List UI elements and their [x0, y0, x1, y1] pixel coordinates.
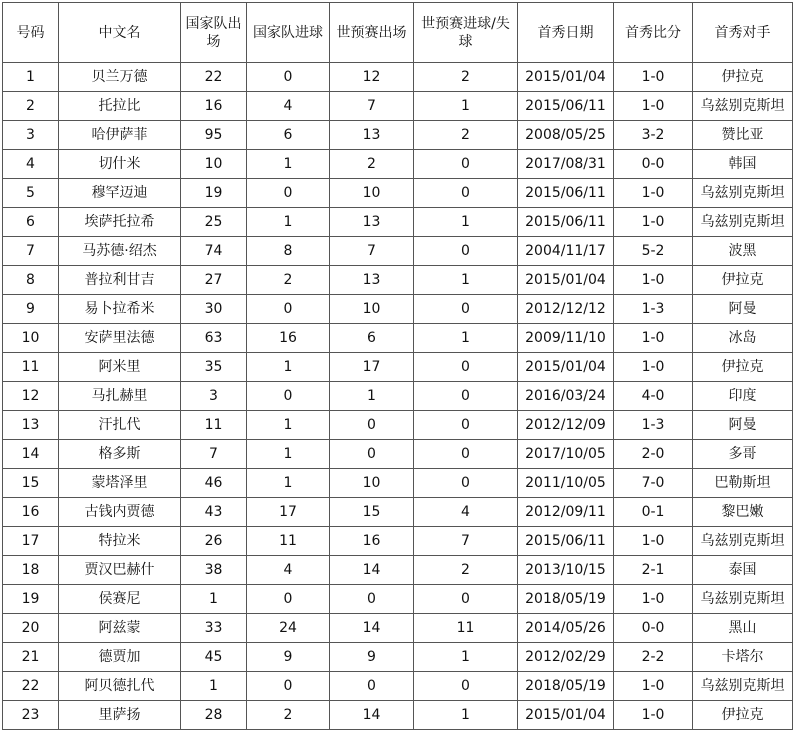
col-name-header: 中文名 — [59, 3, 181, 63]
debut-score: 1-3 — [614, 411, 693, 440]
national-caps: 74 — [181, 237, 247, 266]
debut-opponent: 印度 — [693, 382, 793, 411]
player-number: 18 — [3, 556, 59, 585]
debut-opponent: 乌兹别克斯坦 — [693, 672, 793, 701]
debut-opponent: 乌兹别克斯坦 — [693, 208, 793, 237]
wcq-goals: 0 — [414, 411, 518, 440]
debut-score: 1-0 — [614, 208, 693, 237]
debut-opponent: 阿曼 — [693, 295, 793, 324]
player-number: 9 — [3, 295, 59, 324]
national-caps: 19 — [181, 179, 247, 208]
debut-date: 2016/03/24 — [518, 382, 614, 411]
table-row — [3, 614, 793, 643]
debut-opponent: 黎巴嫩 — [693, 498, 793, 527]
wcq-caps: 1 — [330, 382, 414, 411]
debut-score: 1-0 — [614, 672, 693, 701]
wcq-goals: 0 — [414, 672, 518, 701]
debut-score: 1-3 — [614, 295, 693, 324]
player-name: 特拉米 — [59, 527, 181, 556]
player-name: 阿贝德扎代 — [59, 672, 181, 701]
debut-date: 2015/01/04 — [518, 353, 614, 382]
table-body — [3, 63, 793, 730]
national-goals: 1 — [247, 411, 330, 440]
debut-date: 2015/06/11 — [518, 208, 614, 237]
table-row — [3, 701, 793, 730]
national-goals: 1 — [247, 353, 330, 382]
debut-score: 1-0 — [614, 266, 693, 295]
player-number: 2 — [3, 92, 59, 121]
player-name: 汗扎代 — [59, 411, 181, 440]
wcq-goals: 0 — [414, 237, 518, 266]
player-name: 马苏德·绍杰 — [59, 237, 181, 266]
wcq-goals: 1 — [414, 324, 518, 353]
player-name: 易卜拉希米 — [59, 295, 181, 324]
debut-date: 2012/02/29 — [518, 643, 614, 672]
table-row — [3, 440, 793, 469]
debut-score: 0-1 — [614, 498, 693, 527]
wcq-caps: 7 — [330, 92, 414, 121]
player-name: 普拉利甘吉 — [59, 266, 181, 295]
debut-date: 2015/01/04 — [518, 266, 614, 295]
wcq-goals: 0 — [414, 382, 518, 411]
table-row — [3, 324, 793, 353]
national-caps: 95 — [181, 121, 247, 150]
wcq-caps: 6 — [330, 324, 414, 353]
debut-score: 1-0 — [614, 585, 693, 614]
national-caps: 16 — [181, 92, 247, 121]
player-name: 托拉比 — [59, 92, 181, 121]
national-goals: 8 — [247, 237, 330, 266]
debut-date: 2018/05/19 — [518, 672, 614, 701]
national-caps: 22 — [181, 63, 247, 92]
debut-score: 4-0 — [614, 382, 693, 411]
table-row — [3, 150, 793, 179]
wcq-caps: 13 — [330, 266, 414, 295]
player-number: 10 — [3, 324, 59, 353]
table-row — [3, 556, 793, 585]
national-caps: 30 — [181, 295, 247, 324]
wcq-goals: 0 — [414, 353, 518, 382]
wcq-caps: 14 — [330, 556, 414, 585]
table-row — [3, 469, 793, 498]
national-goals: 6 — [247, 121, 330, 150]
debut-date: 2017/10/05 — [518, 440, 614, 469]
national-goals: 17 — [247, 498, 330, 527]
national-caps: 45 — [181, 643, 247, 672]
debut-opponent: 乌兹别克斯坦 — [693, 585, 793, 614]
player-number: 20 — [3, 614, 59, 643]
debut-date: 2015/01/04 — [518, 701, 614, 730]
national-goals: 0 — [247, 179, 330, 208]
national-goals: 1 — [247, 208, 330, 237]
national-caps: 33 — [181, 614, 247, 643]
wcq-caps: 9 — [330, 643, 414, 672]
national-goals: 4 — [247, 556, 330, 585]
player-name: 蒙塔泽里 — [59, 469, 181, 498]
national-caps: 63 — [181, 324, 247, 353]
wcq-caps: 15 — [330, 498, 414, 527]
player-name: 贝兰万德 — [59, 63, 181, 92]
col-wcq-goals-header: 世预赛进球/失球 — [414, 3, 518, 63]
national-goals: 24 — [247, 614, 330, 643]
debut-date: 2012/12/12 — [518, 295, 614, 324]
debut-opponent: 韩国 — [693, 150, 793, 179]
debut-score: 2-1 — [614, 556, 693, 585]
debut-score: 2-2 — [614, 643, 693, 672]
debut-opponent: 乌兹别克斯坦 — [693, 92, 793, 121]
wcq-caps: 0 — [330, 411, 414, 440]
debut-score: 1-0 — [614, 701, 693, 730]
national-caps: 1 — [181, 672, 247, 701]
national-goals: 0 — [247, 672, 330, 701]
player-number: 3 — [3, 121, 59, 150]
table-row — [3, 672, 793, 701]
table-row — [3, 121, 793, 150]
player-number: 6 — [3, 208, 59, 237]
wcq-goals: 11 — [414, 614, 518, 643]
col-goals-header: 国家队进球 — [247, 3, 330, 63]
national-goals: 2 — [247, 701, 330, 730]
player-number: 15 — [3, 469, 59, 498]
wcq-caps: 0 — [330, 672, 414, 701]
wcq-goals: 0 — [414, 179, 518, 208]
table-row — [3, 92, 793, 121]
wcq-goals: 1 — [414, 266, 518, 295]
national-caps: 27 — [181, 266, 247, 295]
wcq-goals: 0 — [414, 440, 518, 469]
national-caps: 1 — [181, 585, 247, 614]
wcq-caps: 7 — [330, 237, 414, 266]
table-row — [3, 585, 793, 614]
debut-score: 1-0 — [614, 179, 693, 208]
table-row — [3, 179, 793, 208]
national-caps: 26 — [181, 527, 247, 556]
col-wcq-caps-header: 世预赛出场 — [330, 3, 414, 63]
national-goals: 1 — [247, 150, 330, 179]
player-number: 19 — [3, 585, 59, 614]
wcq-goals: 2 — [414, 63, 518, 92]
wcq-goals: 1 — [414, 208, 518, 237]
debut-date: 2018/05/19 — [518, 585, 614, 614]
col-debut-date-header: 首秀日期 — [518, 3, 614, 63]
player-name: 埃萨托拉希 — [59, 208, 181, 237]
player-number: 7 — [3, 237, 59, 266]
national-caps: 10 — [181, 150, 247, 179]
debut-score: 5-2 — [614, 237, 693, 266]
wcq-goals: 0 — [414, 150, 518, 179]
national-caps: 43 — [181, 498, 247, 527]
national-caps: 35 — [181, 353, 247, 382]
col-caps-header: 国家队出场 — [181, 3, 247, 63]
player-name: 哈伊萨菲 — [59, 121, 181, 150]
player-name: 侯赛尼 — [59, 585, 181, 614]
wcq-caps: 13 — [330, 208, 414, 237]
player-number: 5 — [3, 179, 59, 208]
debut-score: 1-0 — [614, 353, 693, 382]
wcq-caps: 16 — [330, 527, 414, 556]
player-name: 古钱内贾德 — [59, 498, 181, 527]
debut-score: 1-0 — [614, 92, 693, 121]
player-number: 12 — [3, 382, 59, 411]
wcq-goals: 1 — [414, 643, 518, 672]
national-goals: 1 — [247, 440, 330, 469]
debut-date: 2013/10/15 — [518, 556, 614, 585]
player-name: 格多斯 — [59, 440, 181, 469]
table-row — [3, 411, 793, 440]
table-row — [3, 498, 793, 527]
wcq-goals: 2 — [414, 121, 518, 150]
wcq-caps: 17 — [330, 353, 414, 382]
national-goals: 0 — [247, 382, 330, 411]
debut-date: 2015/01/04 — [518, 63, 614, 92]
debut-date: 2011/10/05 — [518, 469, 614, 498]
debut-date: 2008/05/25 — [518, 121, 614, 150]
debut-opponent: 波黑 — [693, 237, 793, 266]
table-row — [3, 643, 793, 672]
national-goals: 1 — [247, 469, 330, 498]
player-number: 14 — [3, 440, 59, 469]
national-caps: 46 — [181, 469, 247, 498]
wcq-caps: 14 — [330, 614, 414, 643]
national-caps: 11 — [181, 411, 247, 440]
wcq-caps: 13 — [330, 121, 414, 150]
wcq-goals: 1 — [414, 92, 518, 121]
debut-date: 2017/08/31 — [518, 150, 614, 179]
debut-score: 1-0 — [614, 527, 693, 556]
player-name: 马扎赫里 — [59, 382, 181, 411]
col-number-header: 号码 — [3, 3, 59, 63]
player-number: 11 — [3, 353, 59, 382]
player-number: 21 — [3, 643, 59, 672]
national-goals: 0 — [247, 585, 330, 614]
roster-table — [2, 2, 793, 730]
table-row — [3, 353, 793, 382]
wcq-caps: 10 — [330, 179, 414, 208]
player-name: 贾汉巴赫什 — [59, 556, 181, 585]
debut-score: 1-0 — [614, 63, 693, 92]
player-name: 安萨里法德 — [59, 324, 181, 353]
national-goals: 0 — [247, 63, 330, 92]
debut-opponent: 泰国 — [693, 556, 793, 585]
player-name: 阿兹蒙 — [59, 614, 181, 643]
debut-date: 2015/06/11 — [518, 179, 614, 208]
debut-opponent: 冰岛 — [693, 324, 793, 353]
wcq-goals: 4 — [414, 498, 518, 527]
national-caps: 7 — [181, 440, 247, 469]
debut-score: 2-0 — [614, 440, 693, 469]
national-goals: 11 — [247, 527, 330, 556]
national-caps: 38 — [181, 556, 247, 585]
wcq-caps: 10 — [330, 469, 414, 498]
debut-score: 0-0 — [614, 150, 693, 179]
debut-opponent: 多哥 — [693, 440, 793, 469]
debut-date: 2004/11/17 — [518, 237, 614, 266]
debut-date: 2012/12/09 — [518, 411, 614, 440]
debut-score: 3-2 — [614, 121, 693, 150]
table-row — [3, 208, 793, 237]
table-header — [3, 3, 793, 63]
wcq-caps: 2 — [330, 150, 414, 179]
national-caps: 25 — [181, 208, 247, 237]
player-name: 切什米 — [59, 150, 181, 179]
national-goals: 4 — [247, 92, 330, 121]
player-number: 22 — [3, 672, 59, 701]
national-caps: 3 — [181, 382, 247, 411]
debut-opponent: 巴勒斯坦 — [693, 469, 793, 498]
table-row — [3, 527, 793, 556]
player-number: 16 — [3, 498, 59, 527]
national-goals: 0 — [247, 295, 330, 324]
debut-score: 7-0 — [614, 469, 693, 498]
debut-opponent: 伊拉克 — [693, 701, 793, 730]
player-name: 德贾加 — [59, 643, 181, 672]
table-row — [3, 63, 793, 92]
wcq-goals: 2 — [414, 556, 518, 585]
debut-date: 2009/11/10 — [518, 324, 614, 353]
wcq-caps: 10 — [330, 295, 414, 324]
debut-date: 2015/06/11 — [518, 527, 614, 556]
wcq-caps: 0 — [330, 440, 414, 469]
debut-opponent: 阿曼 — [693, 411, 793, 440]
player-number: 8 — [3, 266, 59, 295]
player-name: 穆罕迈迪 — [59, 179, 181, 208]
debut-opponent: 黑山 — [693, 614, 793, 643]
debut-score: 0-0 — [614, 614, 693, 643]
debut-opponent: 伊拉克 — [693, 353, 793, 382]
player-number: 13 — [3, 411, 59, 440]
wcq-caps: 14 — [330, 701, 414, 730]
player-number: 17 — [3, 527, 59, 556]
debut-opponent: 赞比亚 — [693, 121, 793, 150]
table-row — [3, 382, 793, 411]
col-debut-score-header: 首秀比分 — [614, 3, 693, 63]
player-name: 里萨扬 — [59, 701, 181, 730]
player-name: 阿米里 — [59, 353, 181, 382]
national-goals: 16 — [247, 324, 330, 353]
table-row — [3, 295, 793, 324]
player-number: 23 — [3, 701, 59, 730]
wcq-goals: 0 — [414, 295, 518, 324]
table-row — [3, 237, 793, 266]
wcq-goals: 1 — [414, 701, 518, 730]
wcq-goals: 7 — [414, 527, 518, 556]
header-row — [3, 3, 793, 63]
wcq-caps: 12 — [330, 63, 414, 92]
player-number: 4 — [3, 150, 59, 179]
col-debut-opponent-header: 首秀对手 — [693, 3, 793, 63]
debut-opponent: 伊拉克 — [693, 63, 793, 92]
debut-date: 2014/05/26 — [518, 614, 614, 643]
debut-score: 1-0 — [614, 324, 693, 353]
debut-opponent: 卡塔尔 — [693, 643, 793, 672]
debut-opponent: 伊拉克 — [693, 266, 793, 295]
debut-opponent: 乌兹别克斯坦 — [693, 527, 793, 556]
debut-date: 2012/09/11 — [518, 498, 614, 527]
table-row — [3, 266, 793, 295]
national-goals: 2 — [247, 266, 330, 295]
debut-opponent: 乌兹别克斯坦 — [693, 179, 793, 208]
wcq-goals: 0 — [414, 585, 518, 614]
wcq-goals: 0 — [414, 469, 518, 498]
national-goals: 9 — [247, 643, 330, 672]
national-caps: 28 — [181, 701, 247, 730]
debut-date: 2015/06/11 — [518, 92, 614, 121]
player-number: 1 — [3, 63, 59, 92]
wcq-caps: 0 — [330, 585, 414, 614]
